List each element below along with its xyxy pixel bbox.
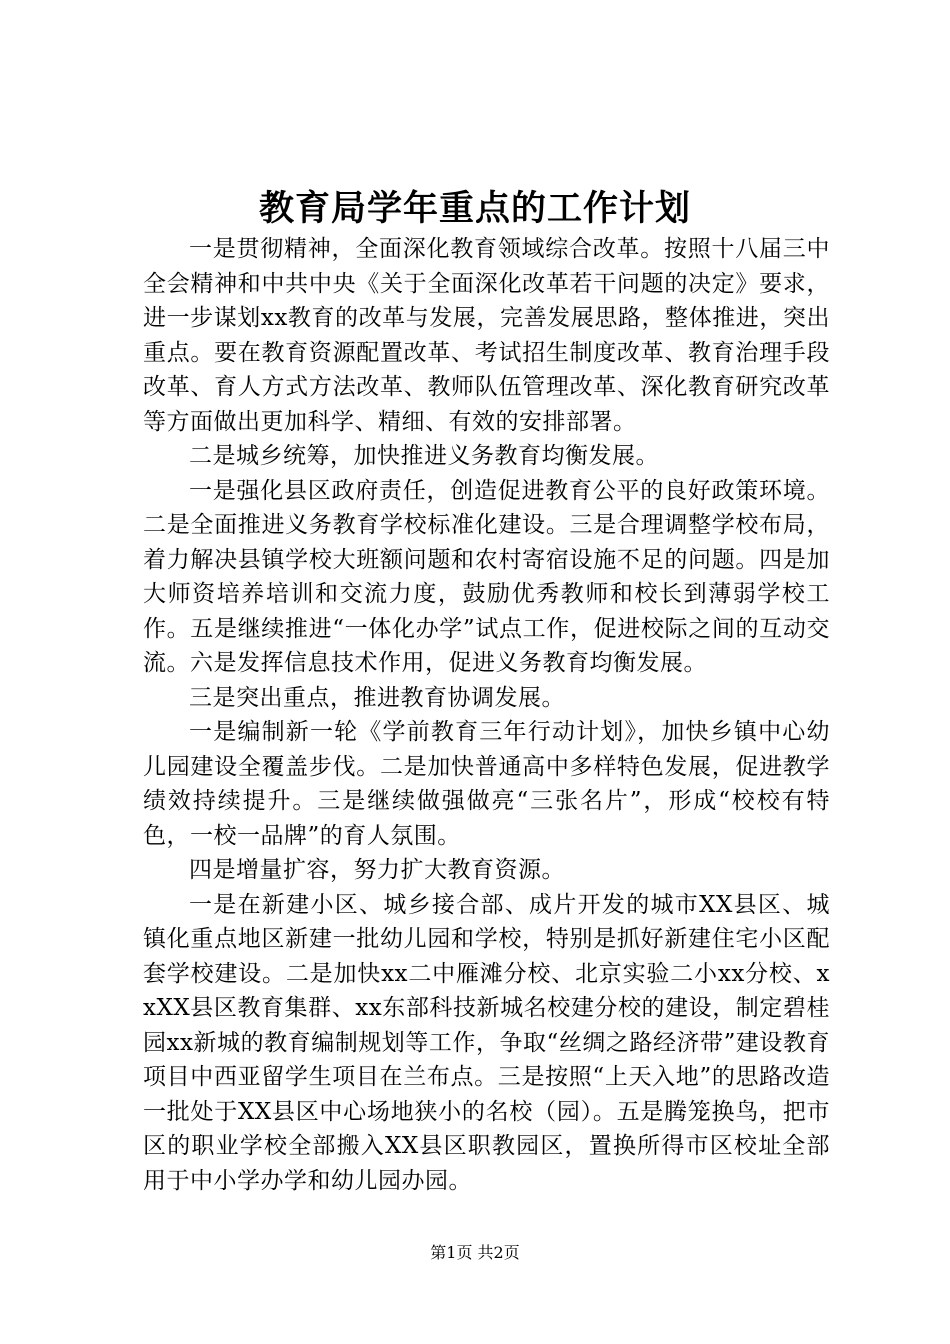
paragraph-5: 一是编制新一轮《学前教育三年行动计划》，加快乡镇中心幼儿园建设全覆盖步伐。二是加快普通高中多样特色发展，促进教学绩效持续提升。三是继续做强做亮“三张名片”，形成“校校有特色，一校一品牌”的育人氛围。 — [143, 719, 830, 849]
paragraph-6: 四是增量扩容，努力扩大教育资源。 — [189, 857, 565, 883]
paragraph-2: 二是城乡统筹，加快推进义务教育均衡发展。 — [189, 443, 659, 469]
document-title: 教育局学年重点的工作计划 — [258, 188, 691, 229]
paragraph-1: 一是贯彻精神，全面深化教育领域综合改革。按照十八届三中全会精神和中共中央《关于全面深化改革若干问题的决定》要求，进一步谋划xx教育的改革与发展，完善发展思路，整体推进，突出重点。要在教育资源配置改革、考试招生制度改革、教育治理手段改革、育人方式方法改革、教师队伍管理改革、深化教育研究改革等方面做出更加科学、精细、有效的安排部署。 — [143, 236, 830, 435]
page-number-footer: 第1页 共2页 — [430, 1243, 520, 1262]
paragraph-7: 一是在新建小区、城乡接合部、成片开发的城市XX县区、城镇化重点地区新建一批幼儿园和学校，特别是抓好新建住宅小区配套学校建设。二是加快xx二中雁滩分校、北京实验二小xx分校、xxXX县区教育集群、xx东部科技新城名校建分校的建设，制定碧桂园xx新城的教育编制规划等工作，争取“丝绸之路经济带”建设教育项目中西亚留学生项目在兰布点。三是按照“上天入地”的思路改造一批处于XX县区中心场地狭小的名校（园）。五是腾笼换鸟，把市区的职业学校全部搬入XX县区职教园区，置换所得市区校址全部用于中小学办学和幼儿园办园。 — [143, 891, 830, 1194]
document-body — [143, 232, 830, 1198]
paragraph-3: 一是强化县区政府责任，创造促进教育公平的良好政策环境。二是全面推进义务教育学校标准化建设。三是合理调整学校布局，着力解决县镇学校大班额问题和农村寄宿设施不足的问题。四是加大师资培养培训和交流力度，鼓励优秀教师和校长到薄弱学校工作。五是继续推进“一体化办学”试点工作，促进校际之间的互动交流。六是发挥信息技术作用，促进义务教育均衡发展。 — [143, 477, 830, 676]
paragraph-4: 三是突出重点，推进教育协调发展。 — [189, 684, 565, 711]
